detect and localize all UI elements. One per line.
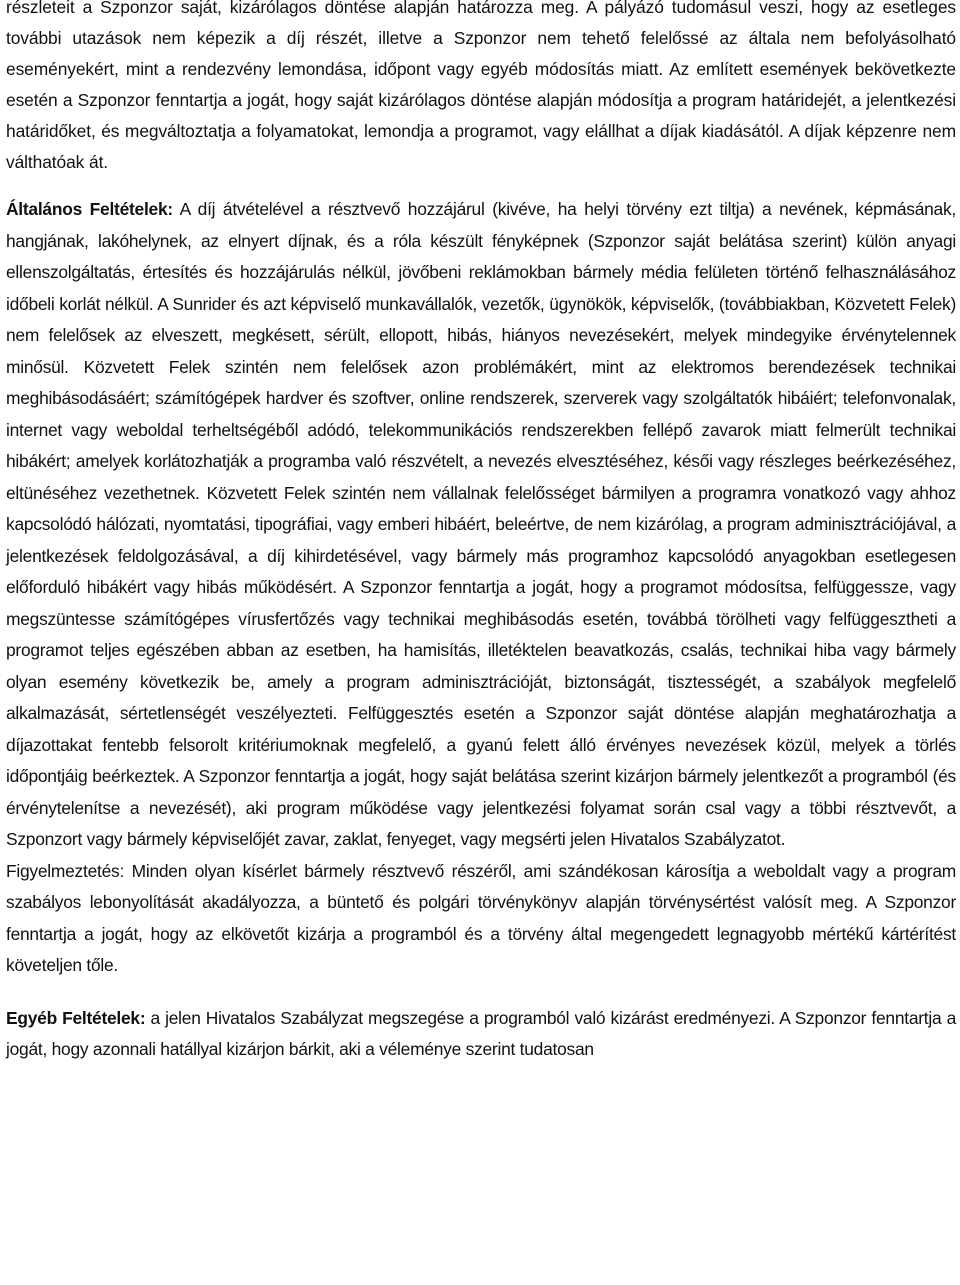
other-terms-heading: Egyéb Feltételek: — [6, 1007, 146, 1028]
other-terms-text: a jelen Hivatalos Szabályzat megszegése a programból való kizárást eredményezi. A Szponzor fenntartja a jogát, hogy azonnali hatállyal kizárjon bárkit, aki a véleménye szerint tudatosan — [6, 1007, 956, 1060]
paragraph-general-terms — [6, 194, 956, 856]
paragraph-prize-modifications: részleteit a Szponzor saját, kizárólagos döntése alapján határozza meg. A pályázó tudomásul veszi, hogy az esetleges további utazások nem képezik a díj részét, illetve a Szponzor nem tehető felelőssé az általa nem befolyásolható eseményekért, mint a rendezvény lemondása, időpont vagy egyéb módosítás miatt. Az említett események bekövetkezte esetén a Szponzor fenntartja a jogát, hogy saját kizárólagos döntése alapján módosítja a program határidejét, a jelentkezési határidőket, és megváltoztatja a folyamatokat, lemondja a programot, vagy elállhat a díjak kiadásától. A díjak képzenre nem válthatóak át. — [6, 0, 956, 172]
general-terms-heading: Általános Feltételek: — [6, 199, 173, 220]
general-terms-text: A díj átvételével a résztvevő hozzájárul (kivéve, ha helyi törvény ezt tiltja) a nevének, képmásának, hangjának, lakóhelynek, az elnyert díjnak, és a róla készült fényképnek (Szponzor saját belátása szerint) külön anyagi ellenszolgáltatás, értesítés és hozzájárulás nélkül, jövőbeni reklámokban bármely média felületen történő felhasználásához időbeli korlát nélkül. A Sunrider és azt képviselő munkavállalók, vezetők, ügynökök, képviselők, (továbbiakban, Közvetett Felek) nem felelősek az elveszett, megkésett, sérült, ellopott, hibás, hiányos nevezésekért, melyek mindegyike érvénytelennek minősül. Közvetett Felek szintén nem felelősek azon problémákért, mint az elektromos berendezések technikai meghibásodásáért; számítógépek hardver és szoftver, online rendszerek, szerverek vagy szolgáltatók hibáiért; telefonvonalak, internet vagy weboldal terheltségéből adódó, telekommunikációs rendszerekben fellépő zavarok miatt felmerült technikai hibákért; amelyek korlátozhatják a programba való részvételt, a nevezés elvesztéséhez, késői vagy részleges beérkezéséhez, eltünéséhez vezethetnek. Közvetett Felek szintén nem vállalnak felelősséget bármilyen a programra vonatkozó vagy ahhoz kapcsolódó hálózati, nyomtatási, tipográfiai, vagy emberi hibáért, beleértve, de nem kizárólag, a program adminisztrációjával, a jelentkezések feldolgozásával, a díj kihirdetésével, vagy bármely más programhoz kapcsolódó anyagokban esetlegesen előforduló hibákért vagy hibás működésért. A Szponzor fenntartja a jogát, hogy a programot módosítsa, felfüggessze, vagy megszüntesse számítógépes vírusfertőzés vagy technikai meghibásodás esetén, továbbá törölheti vagy felfüggesztheti a programot teljes egészében abban az esetben, ha hamisítás, illetéktelen beavatkozás, csalás, technikai hiba vagy bármely olyan esemény következik be, amely a program adminisztrációját, biztonságát, tisztességét, a szabályok megfelelő alkalmazását, sértetlenségét veszélyezteti. Felfüggesztés esetén a Szponzor saját döntése alapján meghatározhatja a díjazottakat fentebb felsorolt kritériumoknak megfelelő, a gyanú felett álló érvényes nevezések közül, melyek a törlés időpontjáig beérkeztek. A Szponzor fenntartja a jogát, hogy saját belátása szerint kizárjon bármely jelentkezőt a programból (és érvénytelenítse a nevezését), aki program működése vagy jelentkezési folyamat során csal vagy a többi résztvevőt, a Szponzort vagy bármely képviselőjét zavar, zaklat, fenyeget, vagy megsérti jelen Hivatalos Szabályzatot. — [6, 199, 956, 850]
document-page — [6, 0, 956, 1066]
paragraph-warning: Figyelmeztetés: Minden olyan kísérlet bármely résztvevő részéről, ami szándékosan károsítja a weboldalt vagy a program szabályos lebonyolítását akadályozza, a büntető és polgári törvénykönyv alapján törvénysértést valósít meg. A Szponzor fenntartja a jogát, hogy az elkövetőt kizárja a programból és a törvény által megengedett legnagyobb mértékű kártérítést követeljen tőle. — [6, 860, 956, 976]
paragraph-other-terms — [6, 1003, 956, 1066]
